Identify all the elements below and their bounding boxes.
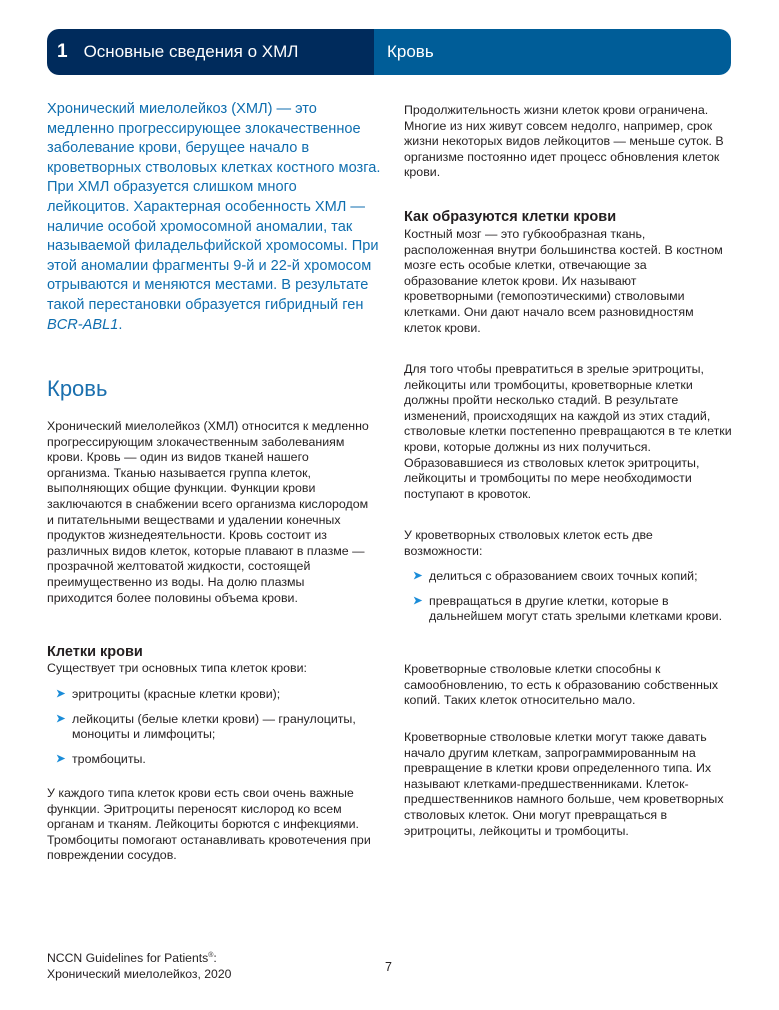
list-item: ➤ превращаться в другие клетки, которые в дальнейшем могут стать зрелыми клетками крови.: [413, 593, 723, 624]
progenitor-paragraph: Кроветворные стволовые клетки могут также давать начало другим клеткам, запрограммированным на превращение в клетки крови определенного типа. Их называют клетками-предшественниками. Клеток-предшественников намного больше, чем кроветворных стволовых клеток. Они могут превращаться в эритроциты, лейкоциты и тромбоциты.: [404, 730, 724, 838]
stem-cell-options-list: [404, 569, 729, 634]
list-item: ➤ тромбоциты.: [56, 751, 146, 766]
chevron-right-icon: ➤: [413, 570, 423, 582]
self-renewal-paragraph: Кроветворные стволовые клетки способны к самообновлению, то есть к образованию собственных копий. Таких клеток относительно мало.: [404, 662, 719, 708]
chapter-title: Основные сведения о ХМЛ: [83, 42, 299, 61]
blood-cell-types-list: [47, 687, 367, 776]
section-title: Кровь: [387, 42, 434, 61]
cell-functions-paragraph: У каждого типа клеток крови есть свои очень важные функции. Эритроциты переносят кислород ко всем органам и тканям. Лейкоциты борются с инфекциями. Тромбоциты помогают останавливать кровотечения при повреждении сосудов.: [47, 786, 371, 863]
blood-paragraph: Хронический миелолейкоз (ХМЛ) относится к медленно прогрессирующим злокачественным заболеваниям крови. Кровь — один из видов тканей нашего организма. Тканью называется группа клеток, выполняющих общие функции. Функции крови заключаются в снабжении всего организма кислородом и питательными веществами и удалении конечных продуктов жизнедеятельности. Кровь состоит из различных видов клеток, которые плавают в плазме — прозрачной желтоватой жидкости, состоящей преимущественно из воды. На долю плазмы приходится более половины объема крови.: [47, 419, 369, 605]
page-header: [47, 29, 731, 75]
blood-cells-intro: Существует три основных типа клеток крови:: [47, 661, 307, 675]
formation-heading: Как образуются клетки крови: [404, 209, 617, 225]
intro-paragraph: Хронический миелолейкоз (ХМЛ) — это медленно прогрессирующее злокачественное заболевание крови, берущее начало в кроветворных стволовых клетках костного мозга. При ХМЛ образуется слишком много лейкоцитов. Характерная особенность ХМЛ — наличие особой хромосомной аномалии, так называемой филадельфийской хромосомы. При этой аномалии фрагменты 9-й и 22-й хромосом отрываются и меняются местами. В результате такой перестановки образуется гибридный ген BCR-ABL1.: [47, 101, 381, 333]
list-item: ➤ эритроциты (красные клетки крови);: [56, 687, 281, 701]
section-tab: [374, 29, 731, 75]
section-heading: Кровь: [47, 376, 108, 401]
maturation-paragraph: Для того чтобы превратиться в зрелые эритроциты, лейкоциты или тромбоциты, кроветворные клетки должны пройти несколько стадий. В результате изменений, происходящих на каждой из этих стадий, стволовые клетки постепенно превращаются в те клетки крови, которые должны из них получиться. Образовавшиеся из стволовых клеток эритроциты, лейкоциты и тромбоциты по мере необходимости поступают в кровоток.: [404, 362, 732, 501]
chevron-right-icon: ➤: [56, 752, 66, 765]
chevron-right-icon: ➤: [56, 688, 66, 700]
list-item: ➤ лейкоциты (белые клетки крови) — гранулоциты, моноциты и лимфоциты;: [56, 711, 356, 742]
chevron-right-icon: ➤: [56, 712, 66, 725]
list-item: ➤ делиться с образованием своих точных копий;: [413, 569, 698, 583]
gene-name: BCR-ABL1: [47, 316, 119, 333]
chapter-tab: [47, 29, 374, 75]
page-number: 7: [385, 960, 392, 974]
chevron-right-icon: ➤: [413, 594, 423, 607]
blood-cells-heading: Клетки крови: [47, 644, 143, 660]
bone-marrow-paragraph: Костный мозг — это губкообразная ткань, расположенная внутри большинства костей. В костном мозге есть особые клетки, отвечающие за образование клеток крови. Их называют кроветворными (гемопоэтическими) стволовыми клетками. Они дают начало всем разновидностям клеток крови.: [404, 227, 723, 335]
footer-citation: NCCN Guidelines for Patients®: Хронический миелолейкоз, 2020: [47, 951, 232, 981]
lifespan-paragraph: Продолжительность жизни клеток крови ограничена. Многие из них живут совсем недолго, например, срок жизни некоторых видов лейкоцитов — меньше суток. В организме постоянно идет процесс обновления клеток крови.: [404, 103, 724, 180]
chapter-number: 1: [57, 41, 68, 62]
stem-cell-options-intro: У кроветворных стволовых клеток есть две возможности:: [404, 528, 653, 558]
